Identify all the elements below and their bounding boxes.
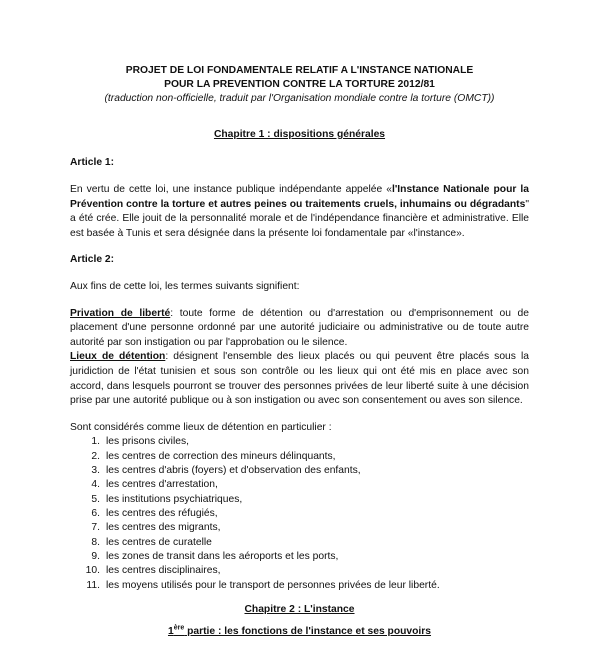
list-item: les centres des réfugiés, (106, 507, 218, 519)
article-1-text (70, 183, 529, 241)
places-intro: Sont considérés comme lieux de détention en particulier : (70, 421, 332, 433)
definition-privation-term: Privation de liberté (70, 307, 171, 319)
partie-1-superscript: ère (173, 625, 185, 633)
document-subtitle: (traduction non-officielle, traduit par l'Organisation mondiale contre la torture (OMCT)) (104, 92, 495, 104)
definition-lieux (70, 350, 529, 408)
list-item: les prisons civiles, (106, 436, 189, 448)
article-1-text-after: " a été crée. Elle jouit de la personnalité morale et de l'indépendance financière et administrative. Elle est basée à Tunis et sera désignée dans la présente loi fondamentale par «l'instance». (70, 198, 529, 239)
list-item: les centres d'abris (foyers) et d'observation des enfants, (106, 465, 361, 477)
document-title-line-1: PROJET DE LOI FONDAMENTALE RELATIF A L'INSTANCE NATIONALE (125, 65, 474, 76)
definition-privation (70, 307, 529, 351)
list-item: les moyens utilisés pour le transport de personnes privées de leur liberté. (106, 579, 440, 591)
chapter-2-heading: Chapitre 2 : L'instance (244, 603, 355, 615)
list-item: les centres d'arrestation, (106, 479, 218, 491)
list-item: les centres disciplinaires, (106, 565, 221, 577)
list-item: les zones de transit dans les aéroports et les ports, (106, 550, 339, 562)
list-item: les centres des migrants, (106, 522, 221, 534)
chapter-1-heading: Chapitre 1 : dispositions générales (213, 128, 386, 140)
list-item: les centres de curatelle (106, 536, 212, 548)
definition-lieux-term: Lieux de détention (70, 351, 166, 363)
partie-1-number: 1 (167, 626, 174, 638)
partie-1-text: partie : les fonctions de l'instance et ses pouvoirs (184, 626, 432, 638)
list-item: les centres de correction des mineurs délinquants, (106, 450, 336, 462)
definition-privation-text: : toute forme de détention ou d'arrestation ou d'emprisonnement ou de placement d'une personne ordonné par une autorité judiciaire ou administrative ou de toute autre autorité par son instigation ou par l'approbation ou le silence. (70, 307, 529, 348)
detention-places-list (70, 435, 529, 592)
article-1-instance-name: l'Instance Nationale pour la Prévention contre la torture et autres peines ou traitements cruels, inhumains ou dégradants (70, 183, 529, 210)
partie-1-heading (70, 625, 529, 640)
document-title-line-2: POUR LA PREVENTION CONTRE LA TORTURE 2012/81 (164, 78, 435, 90)
article-2-heading: Article 2: (70, 254, 115, 266)
document-header (70, 64, 529, 106)
definition-lieux-text: : désignent l'ensemble des lieux placés ou qui peuvent être placés sous la juridiction de l'état tunisien et sous son contrôle ou les lieux qui ont été mis en place avec son accord, dans lesquels pourront se trouver des personnes privées de leur liberté suite à une décision prise par une autorité publique ou à son instigation ou avec son consentement ou aves son silence. (70, 351, 529, 407)
article-1-heading: Article 1: (70, 157, 115, 169)
article-2-intro: Aux fins de cette loi, les termes suivants signifient: (70, 280, 300, 292)
list-item: les institutions psychiatriques, (106, 493, 243, 505)
article-1-text-before: En vertu de cette loi, une instance publique indépendante appelée « (70, 183, 392, 195)
